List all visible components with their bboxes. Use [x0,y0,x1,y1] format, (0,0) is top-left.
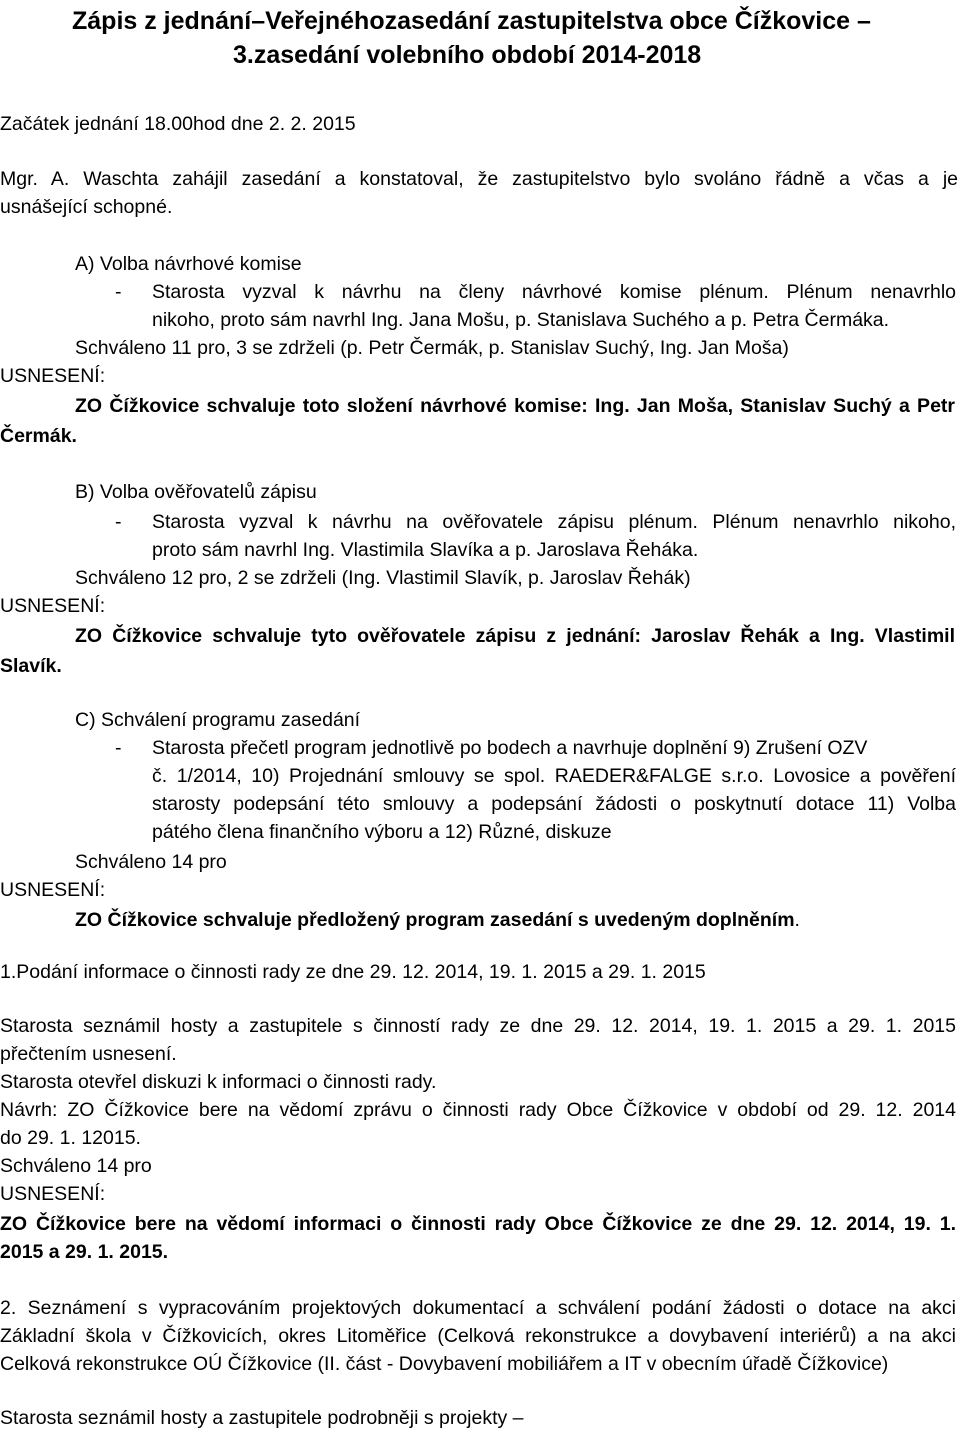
section-c-heading: C) Schválení programu zasedání [75,709,361,731]
point-2-heading-line-3: Celková rekonstrukce OÚ Čížkovice (II. část - Dovybavení mobiliářem a IT v obecním úřadě Čížkovice) [0,1353,889,1375]
section-a-resolution-label: USNESENÍ: [0,365,106,387]
point-2-text: Starosta seznámil hosty a zastupitele podrobněji s projekty – [0,1407,524,1429]
document-title-line-1: Zápis z jednání–Veřejnéhozasedání zastupitelstva obce Čížkovice – [72,7,871,35]
document-title-line-2: 3.zasedání volebního období 2014-2018 [233,41,702,69]
section-b-resolution-line-1: ZO Čížkovice schvaluje tyto ověřovatele zápisu z jednání: Jaroslav Řehák a Ing. Vlastimil [75,625,955,647]
section-c-resolution [75,906,800,934]
point-1-heading: 1.Podání informace o činnosti rady ze dne 29. 12. 2014, 19. 1. 2015 a 29. 1. 2015 [0,961,706,983]
section-a-approved: Schváleno 11 pro, 3 se zdrželi (p. Petr Čermák, p. Stanislav Suchý, Ing. Jan Moša) [75,337,789,359]
section-a-resolution-line-2: Čermák. [0,425,77,447]
opening-text-line-1: Mgr. A. Waschta zahájil zasedání a konstatoval, že zastupitelstvo bylo svoláno řádně a včas a je [0,168,958,190]
section-b-approved: Schváleno 12 pro, 2 se zdrželi (Ing. Vlastimil Slavík, p. Jaroslav Řehák) [75,567,691,589]
section-c-resolution-text: ZO Čížkovice schvaluje předložený program zasedání s uvedeným doplněním [75,909,795,931]
section-c-item-line-1: Starosta přečetl program jednotlivě po bodech a navrhuje doplnění 9) Zrušení OZV [152,737,868,759]
section-c-resolution-dot: . [794,909,800,931]
meeting-start: Začátek jednání 18.00hod dne 2. 2. 2015 [0,113,356,135]
section-c-item-line-4: pátého člena finančního výboru a 12) Různé, diskuze [152,821,612,843]
section-a-dash: - [115,281,122,303]
section-a-heading: A) Volba návrhové komise [75,253,302,275]
section-b-dash: - [115,511,122,533]
section-a-item-line-1: Starosta vyzval k návrhu na členy návrhové komise plénum. Plénum nenavrhlo [152,281,956,303]
point-1-text-line-1: Starosta seznámil hosty a zastupitele s činností rady ze dne 29. 12. 2014, 19. 1. 2015 a 29. 1. 2015 [0,1015,956,1037]
section-b-resolution-line-2: Slavík. [0,655,62,677]
section-a-resolution-line-1: ZO Čížkovice schvaluje toto složení návrhové komise: Ing. Jan Moša, Stanislav Suchý a Petr [75,395,955,417]
section-c-dash: - [115,737,122,759]
section-b-item-line-2: proto sám navrhl Ing. Vlastimila Slavíka a p. Jaroslava Řeháka. [152,539,699,561]
point-1-resolution-label: USNESENÍ: [0,1183,106,1205]
section-b-item-line-1: Starosta vyzval k návrhu na ověřovatele zápisu plénum. Plénum nenavrhlo nikoho, [152,511,956,533]
section-c-approved: Schváleno 14 pro [75,851,227,873]
point-1-resolution-line-1: ZO Čížkovice bere na vědomí informaci o činnosti rady Obce Čížkovice ze dne 29. 12. 2014, 19. 1. [0,1213,956,1235]
point-2-heading-line-1: 2. Seznámení s vypracováním projektových dokumentací a schválení podání žádosti o dotace na akci [0,1297,956,1319]
point-1-discussion: Starosta otevřel diskuzi k informaci o činnosti rady. [0,1071,437,1093]
point-2-heading-line-2: Základní škola v Čížkovicích, okres Litoměřice (Celková rekonstrukce a dovybavení interiérů) a na akci [0,1325,956,1347]
section-c-item-line-2: č. 1/2014, 10) Projednání smlouvy se spol. RAEDER&FALGE s.r.o. Lovosice a pověření [152,765,956,787]
section-a-item-line-2: nikoho, proto sám navrhl Ing. Jana Mošu, p. Stanislava Suchého a p. Petra Čermáka. [152,309,890,331]
point-1-proposal-line-1: Návrh: ZO Čížkovice bere na vědomí zprávu o činnosti rady Obce Čížkovice v období od 29. 12. 2014 [0,1099,956,1121]
section-c-resolution-label: USNESENÍ: [0,879,106,901]
section-b-heading: B) Volba ověřovatelů zápisu [75,481,317,503]
point-1-approved: Schváleno 14 pro [0,1155,152,1177]
section-c-item-line-3: starosty podepsání této smlouvy a podepsání žádosti o poskytnutí dotace 11) Volba [152,793,956,815]
opening-text-line-2: usnášející schopné. [0,196,173,218]
point-1-text-line-2: přečtením usnesení. [0,1043,177,1065]
point-1-proposal-line-2: do 29. 1. 12015. [0,1127,141,1149]
point-1-resolution-line-2: 2015 a 29. 1. 2015. [0,1241,169,1263]
section-b-resolution-label: USNESENÍ: [0,595,106,617]
